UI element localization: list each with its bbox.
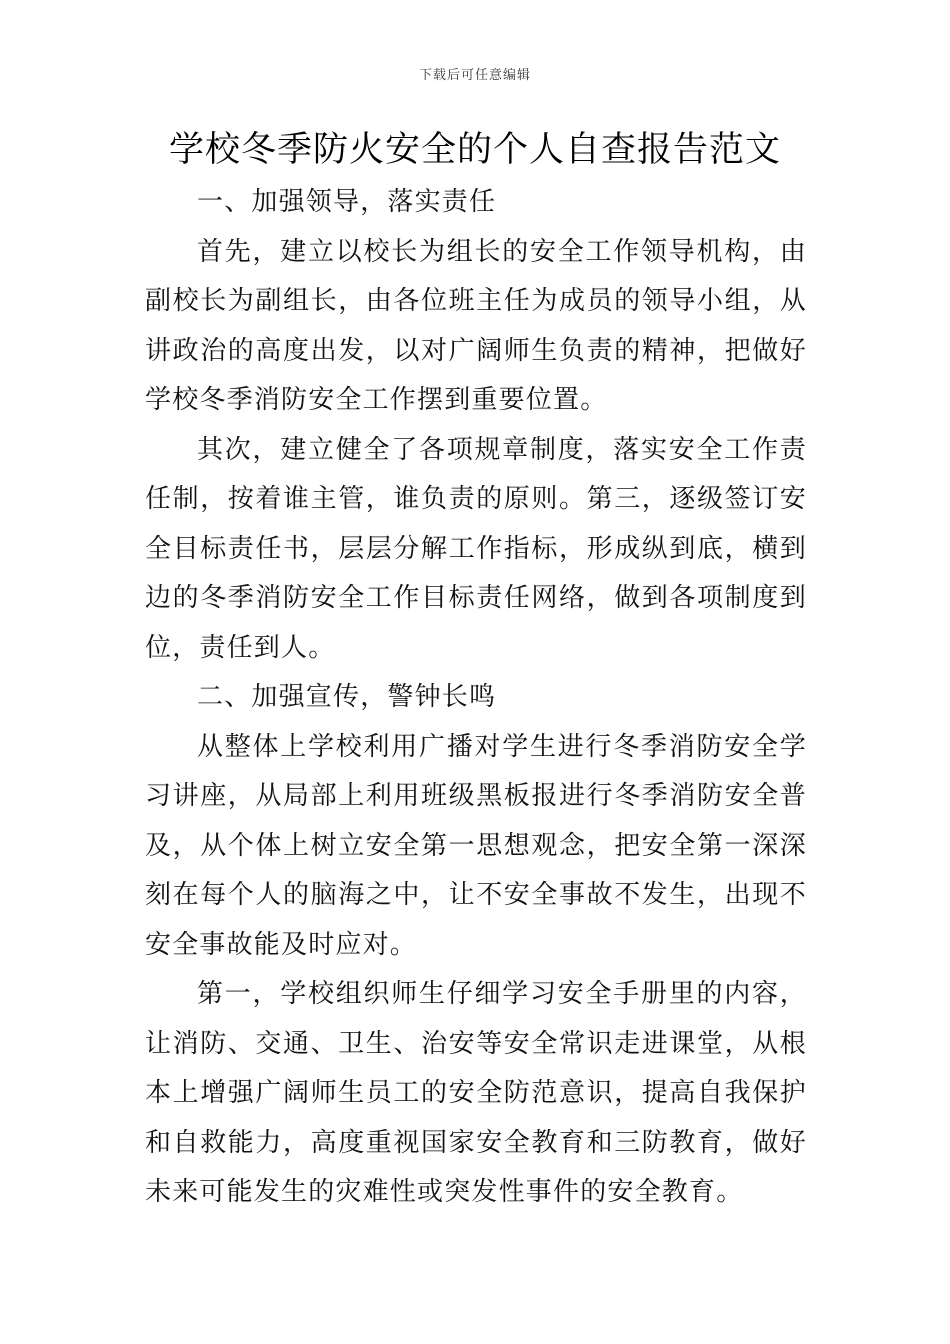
page-header-note: 下载后可任意编辑 — [418, 68, 531, 83]
paragraph-3: 从整体上学校利用广播对学生进行冬季消防安全学习讲座，从局部上利用班级黑板报进行冬季消防安全普及，从个体上树立安全第一思想观念，把安全第一深深刻在每个人的脑海之中，让不安全事故不发生，出现不安全事故能及时应对。 — [145, 731, 807, 960]
paragraph-4: 第一，学校组织师生仔细学习安全手册里的内容，让消防、交通、卫生、治安等安全常识走进课堂，从根本上增强广阔师生员工的安全防范意识，提高自我保护和自救能力，高度重视国家安全教育和三防教育，做好未来可能发生的灾难性或突发性事件的安全教育。 — [145, 979, 807, 1207]
section-heading-2: 二、加强宣传，警钟长鸣 — [197, 682, 497, 712]
paragraph-1: 首先，建立以校长为组长的安全工作领导机构，由副校长为副组长，由各位班主任为成员的领导小组，从讲政治的高度出发，以对广阔师生负责的精神，把做好学校冬季消防安全工作摆到重要位置。 — [145, 236, 807, 415]
paragraph-2: 其次，建立健全了各项规章制度，落实安全工作责任制，按着谁主管，谁负责的原则。第三，逐级签订安全目标责任书，层层分解工作指标，形成纵到底，横到边的冬季消防安全工作目标责任网络，做到各项制度到位，责任到人。 — [145, 434, 807, 663]
document-body — [145, 178, 807, 1218]
section-heading-1: 一、加强领导，落实责任 — [197, 187, 497, 217]
document-title: 学校冬季防火安全的个人自查报告范文 — [168, 130, 781, 170]
